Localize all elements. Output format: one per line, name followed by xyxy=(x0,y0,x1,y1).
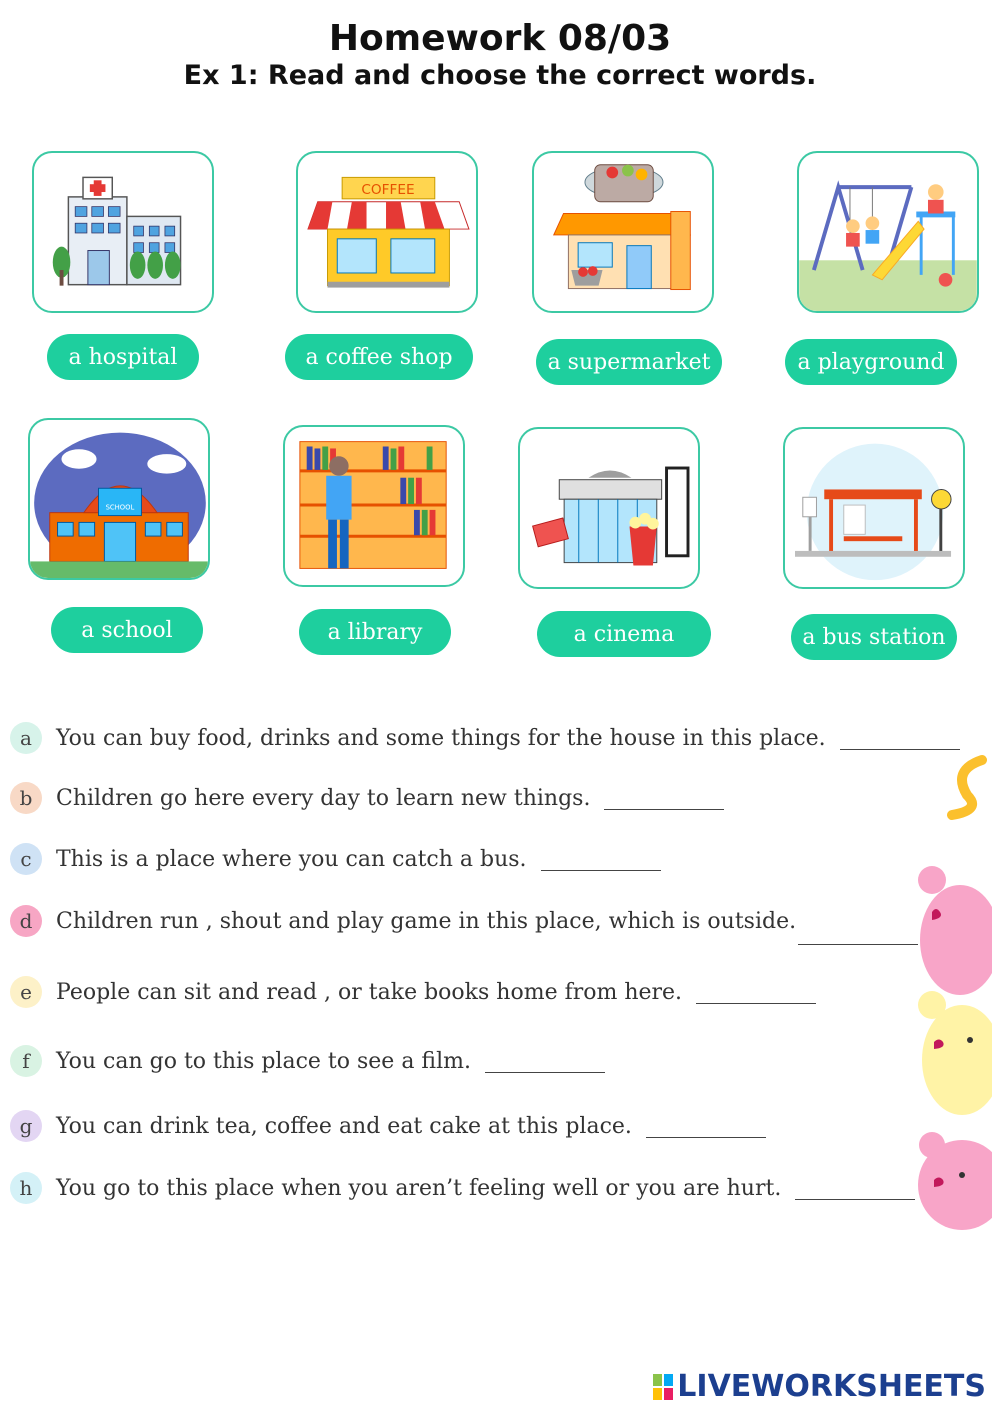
question-letter-badge: g xyxy=(10,1110,42,1142)
label-a-cinema[interactable]: a cinema xyxy=(537,611,711,657)
supermarket-icon xyxy=(534,153,712,311)
gummy-bears-decoration xyxy=(912,740,992,1230)
coffee-shop-picture xyxy=(296,151,478,313)
question-d xyxy=(10,901,796,941)
question-a xyxy=(10,718,960,758)
cinema-picture xyxy=(518,427,700,589)
question-h xyxy=(10,1168,915,1208)
label-a-library[interactable]: a library xyxy=(299,609,451,655)
exercise-instruction: Ex 1: Read and choose the correct words. xyxy=(183,60,817,91)
coffee-sign-text: COFFEE xyxy=(361,181,415,198)
question-text: This is a place where you can catch a bus. xyxy=(56,846,527,872)
question-letter-badge: h xyxy=(10,1172,42,1204)
bus-station-icon xyxy=(785,429,963,587)
school-icon xyxy=(30,420,208,578)
question-text: Children run , shout and play game in this place, which is outside. xyxy=(56,908,797,934)
label-a-coffee-shop[interactable]: a coffee shop xyxy=(285,334,473,380)
answer-blank-f[interactable] xyxy=(485,1050,605,1073)
brand-name: LIVEWORKSHEETS xyxy=(677,1369,986,1404)
label-a-bus-station[interactable]: a bus station xyxy=(791,614,957,660)
question-text: You can drink tea, coffee and eat cake at this place. xyxy=(56,1113,632,1139)
library-picture xyxy=(283,425,465,587)
answer-blank-d[interactable] xyxy=(798,922,918,945)
question-letter-badge: e xyxy=(10,976,42,1008)
question-text: You can buy food, drinks and some things for the house in this place. xyxy=(56,725,826,751)
cinema-icon xyxy=(520,429,698,587)
bus-station-picture xyxy=(783,427,965,589)
question-b xyxy=(10,778,724,818)
answer-blank-h[interactable] xyxy=(795,1177,915,1200)
question-g xyxy=(10,1106,766,1146)
label-a-playground[interactable]: a playground xyxy=(785,339,957,385)
question-text: Children go here every day to learn new things. xyxy=(56,785,591,811)
question-letter-badge: c xyxy=(10,843,42,875)
worksheet-title: Homework 08/03 xyxy=(328,18,672,59)
question-letter-badge: f xyxy=(10,1045,42,1077)
answer-blank-c[interactable] xyxy=(541,848,661,871)
question-letter-badge: a xyxy=(10,722,42,754)
question-letter-badge: b xyxy=(10,782,42,814)
label-a-school[interactable]: a school xyxy=(51,607,203,653)
question-text: People can sit and read , or take books home from here. xyxy=(56,979,683,1005)
label-a-supermarket[interactable]: a supermarket xyxy=(536,339,722,385)
question-f xyxy=(10,1041,605,1081)
question-e xyxy=(10,972,816,1012)
library-icon xyxy=(285,427,463,585)
question-letter-badge: d xyxy=(10,905,42,937)
school-picture xyxy=(28,418,210,580)
playground-picture xyxy=(797,151,979,313)
answer-blank-g[interactable] xyxy=(646,1115,766,1138)
school-sign-text: SCHOOL xyxy=(105,503,135,512)
supermarket-picture xyxy=(532,151,714,313)
answer-blank-b[interactable] xyxy=(604,787,724,810)
answer-blank-e[interactable] xyxy=(696,981,816,1004)
hospital-picture xyxy=(32,151,214,313)
playground-icon xyxy=(799,153,977,311)
liveworksheets-logo xyxy=(653,1369,986,1404)
coffee-shop-icon xyxy=(298,153,476,311)
question-text: You can go to this place to see a film. xyxy=(56,1048,471,1074)
question-text: You go to this place when you aren’t feeling well or you are hurt. xyxy=(56,1175,782,1201)
question-c xyxy=(10,839,661,879)
hospital-icon xyxy=(34,153,212,311)
brand-mark-icon xyxy=(653,1374,673,1400)
label-a-hospital[interactable]: a hospital xyxy=(47,334,199,380)
